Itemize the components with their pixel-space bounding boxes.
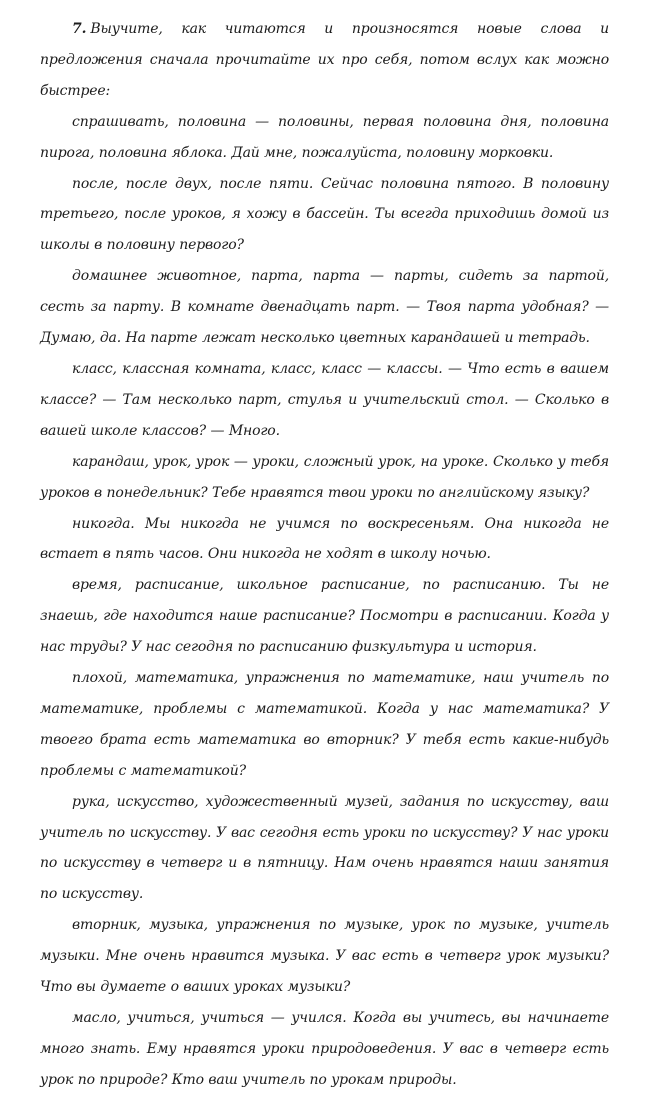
paragraph: никогда. Мы никогда не учимся по воскресеньям. Она никогда не встает в пять часов. Они никогда не ходят в школу ночью. (40, 515, 609, 563)
paragraph-list (40, 107, 609, 1096)
paragraph: вторник, музыка, упражнения по музыке, урок по музыке, учитель музыки. Мне очень нравится музыка. У вас есть в четверг урок музыки? Что вы думаете о ваших уроках музыки? (40, 917, 609, 996)
paragraph: плохой, математика, упражнения по математике, наш учитель по математике, проблемы с математикой. Когда у нас математика? У твоего брата есть математика во вторник? У тебя есть какие-нибудь проблемы с математикой? (40, 670, 609, 779)
paragraph: после, после двух, после пяти. Сейчас половина пятого. В половину третьего, после уроков, я хожу в бассейн. Ты всегда приходишь домой из школы в половину первого? (40, 175, 609, 254)
paragraph: класс, классная комната, класс, класс — классы. — Что есть в вашем классе? — Там несколько парт, стулья и учительский стол. — Сколько в вашей школе классов? — Много. (40, 360, 609, 439)
paragraph: рука, искусство, художественный музей, задания по искусству, ваш учитель по искусству. У вас сегодня есть уроки по искусству? У нас уроки по искусству в четверг и в пятницу. Нам очень нравятся наши занятия по искусству. (40, 793, 609, 903)
paragraph: карандаш, урок, урок — уроки, сложный урок, на уроке. Сколько у тебя уроков в понедельник? Тебе нравятся твои уроки по английскому языку? (40, 453, 609, 501)
paragraph: масло, учиться, учиться — учился. Когда вы учитесь, вы начинаете много знать. Ему нравятся уроки природоведения. У вас в четверг есть урок по природе? Кто ваш учитель по урокам природы. (40, 1010, 609, 1088)
paragraph: спрашивать, половина — половины, первая половина дня, половина пирога, половина яблока. Дай мне, пожалуйста, половину морковки. (40, 113, 609, 161)
paragraph: домашнее животное, парта, парта — парты, сидеть за партой, сесть за парту. В комнате двенадцать парт. — Твоя парта удобная? — Думаю, да. На парте лежат несколько цветных карандашей и тетрадь. (40, 268, 609, 347)
paragraph: время, расписание, школьное расписание, по расписанию. Ты не знаешь, где находится наше расписание? Посмотри в расписании. Когда у нас труды? У нас сегодня по расписанию физкультура и история. (40, 577, 609, 656)
exercise-instruction: Выучите, как читаются и произносятся новые слова и предложения сначала прочитайте их про себя, потом вслух как можно быстрее: (40, 21, 609, 99)
exercise-intro (40, 14, 609, 107)
exercise-number: 7. (72, 21, 87, 37)
